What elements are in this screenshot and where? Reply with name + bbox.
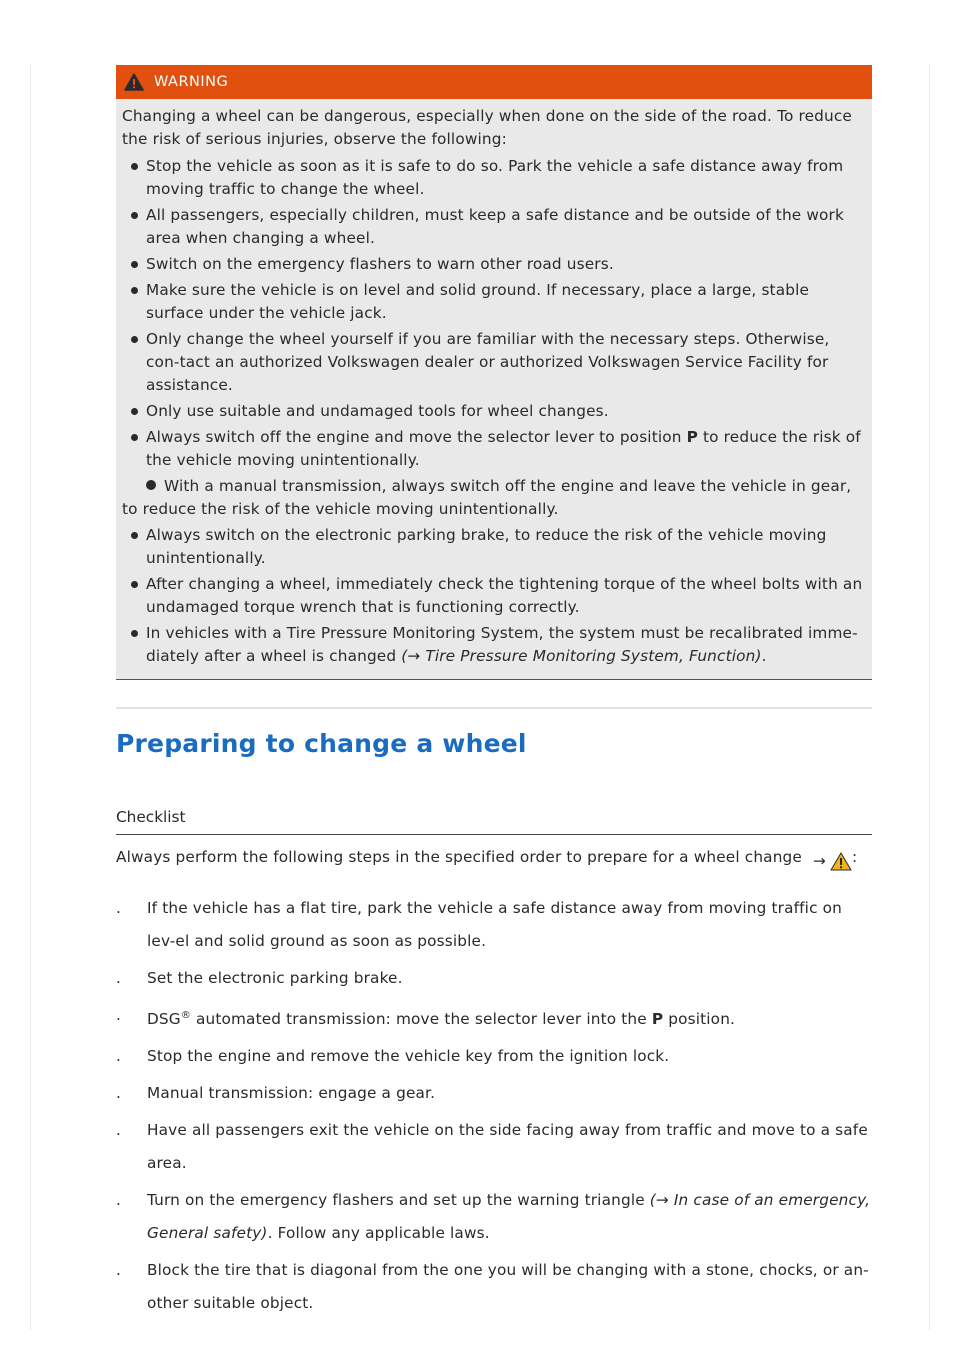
bullet-icon: [131, 261, 138, 268]
checklist-step: . Stop the engine and remove the vehicle key from the ignition lock.: [116, 1040, 872, 1073]
checklist-step: . Manual transmission: engage a gear.: [116, 1077, 872, 1110]
warning-item: Only change the wheel yourself if you are familiar with the necessary steps. Otherwise, con-tact an authorized Volkswagen dealer or authorized Volkswagen Service Facility for assistance.: [122, 328, 866, 397]
step-marker: .: [116, 1261, 122, 1280]
checklist-step: . DSG® automated transmission: move the selector lever into the P position.: [116, 999, 872, 1036]
warning-item-manual: With a manual transmission, always switch off the engine and leave the vehicle in gear, to reduce the risk of the vehicle moving unintentionally.: [122, 477, 852, 518]
section-divider: [116, 707, 872, 709]
warning-item: Switch on the emergency flashers to warn other road users.: [122, 253, 866, 276]
checklist-steps: [116, 892, 872, 1320]
warning-item: After changing a wheel, immediately check the tightening torque of the wheel bolts with an undamaged torque wrench that is functioning correctly.: [122, 573, 866, 619]
step-marker: .: [116, 1084, 122, 1103]
page-margin-rule-right: [929, 64, 930, 1330]
bullet-icon: [131, 408, 138, 415]
bullet-icon: [146, 480, 156, 490]
emergency-cross-reference-link[interactable]: (→ In case of an emergency, General safety): [147, 1191, 871, 1243]
checklist-subheading: Checklist: [116, 808, 872, 835]
warning-triangle-icon: [124, 73, 144, 91]
warning-header: [116, 65, 872, 99]
checklist-step: . Have all passengers exit the vehicle on the side facing away from traffic and move to a safe area.: [116, 1114, 872, 1180]
step-marker: .: [116, 1121, 122, 1140]
section-title: Preparing to change a wheel: [116, 729, 527, 758]
warning-item: Always switch on the electronic parking brake, to reduce the risk of the vehicle moving unintentionally.: [122, 524, 866, 570]
warning-body: [116, 99, 872, 680]
checklist-intro: Always perform the following steps in the specified order to prepare for a wheel change → :: [116, 848, 858, 870]
warning-triangle-icon: [830, 852, 852, 871]
step-marker: .: [116, 899, 122, 917]
bullet-icon: [131, 581, 138, 588]
step-marker: .: [116, 969, 122, 987]
checklist-step: . Set the electronic parking brake.: [116, 962, 872, 995]
bullet-icon: [131, 163, 138, 170]
step-marker: .: [116, 1047, 122, 1066]
warning-item-tpms: In vehicles with a Tire Pressure Monitoring System, the system must be recalibrated imme-diately after a wheel is changed (→ Tire Pressure Monitoring System, Function).: [122, 622, 866, 668]
warning-box: [116, 65, 872, 680]
warning-cross-reference[interactable]: [813, 852, 852, 871]
arrow-right-icon: →: [812, 852, 826, 870]
tpms-cross-reference-link[interactable]: (→ Tire Pressure Monitoring System, Function): [401, 647, 762, 665]
bullet-icon: [131, 532, 138, 539]
checklist-step: . If the vehicle has a flat tire, park the vehicle a safe distance away from moving traffic on lev-el and solid ground as soon as possible.: [116, 892, 872, 958]
bullet-icon: [131, 212, 138, 219]
warning-item: Stop the vehicle as soon as it is safe to do so. Park the vehicle a safe distance away from moving traffic to change the wheel.: [122, 155, 866, 201]
checklist-step: . Turn on the emergency flashers and set up the warning triangle (→ In case of an emergency, General safety). Follow any applicable laws.: [116, 1184, 872, 1250]
warning-list: [122, 155, 866, 668]
checklist-step: . Block the tire that is diagonal from the one you will be changing with a stone, chocks, or an-other suitable object.: [116, 1254, 872, 1320]
warning-label: WARNING: [154, 74, 229, 90]
warning-item: Only use suitable and undamaged tools for wheel changes.: [122, 400, 866, 423]
step-marker: .: [116, 1006, 122, 1024]
step-marker: .: [116, 1191, 122, 1210]
page-margin-rule-left: [30, 64, 31, 1330]
warning-item: Make sure the vehicle is on level and solid ground. If necessary, place a large, stable surface under the vehicle jack.: [122, 279, 866, 325]
bullet-icon: [131, 287, 138, 294]
warning-item-selector: Always switch off the engine and move the selector lever to position P to reduce the risk of the vehicle moving unintentionally.: [122, 426, 866, 472]
bullet-icon: [131, 630, 138, 637]
bullet-icon: [131, 434, 138, 441]
warning-item: All passengers, especially children, must keep a safe distance and be outside of the work area when changing a wheel.: [122, 204, 866, 250]
warning-intro: Changing a wheel can be dangerous, especially when done on the side of the road. To reduce the risk of serious injuries, observe the following:: [122, 107, 852, 148]
bullet-icon: [131, 336, 138, 343]
